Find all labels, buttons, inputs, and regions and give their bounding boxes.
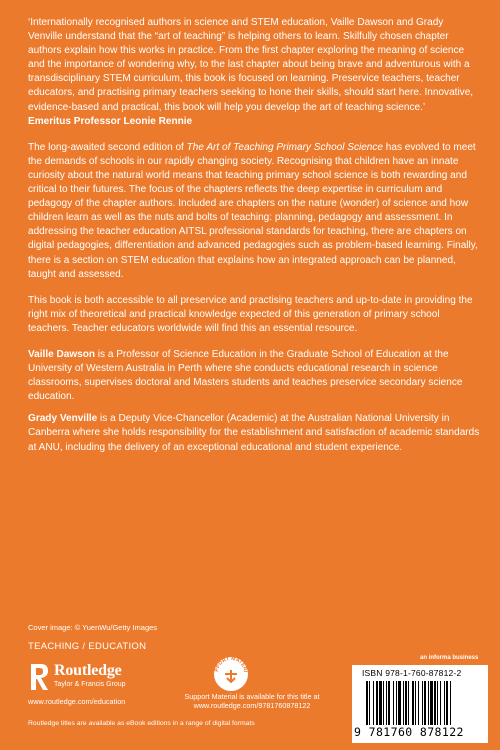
barcode-bar [440,681,441,725]
isbn-text: ISBN 978-1-760-87812-2 [362,668,462,678]
barcode-bar [430,681,433,725]
barcode-bar [444,681,445,725]
barcode-bar [437,681,438,725]
publisher-group: Taylor & Francis Group [54,681,126,688]
author-name: Grady Venville [28,413,98,425]
description-rest: has evolved to meet the demands of schools in our rapidly changing society. Recognising that children have an innate curiosity about the natural world means that teaching primary school science is both rewarding and critical to their futures. The focus of the chapters reflects the deep expertise in curriculum and pedagogy of the chapter authors. Included are chapters on the nature (wonder) of science and how children learn as well as the nuts and bolts of teaching: planning, pedagogy and assessment. In addressing the teacher education AITSL professional standards for teaching, there are chapters on digital pedagogies, differentiation and advanced pedagogies such as problem-based learning. Finally, there is a section on STEM education that explains how an integrated approach can be planned, taught and assessed. [28,141,478,280]
barcode-number: 9 781760 878122 [354,725,464,739]
author-name: Vaille Dawson [28,348,96,360]
routledge-logo [28,662,168,696]
description-paragraph-2: This book is both accessible to all preservice and practising teachers and up-to-date in providing the right mix of theoretical and practical knowledge expected of this generation of primary school teachers. Teacher educators worldwide will find this an essential resource. [28,294,473,334]
barcode-bar [415,681,416,725]
publisher-name: Routledge [54,662,122,679]
cover-image-credit: Cover image: © YuenWu/Getty Images [28,623,158,632]
barcode-bar [379,681,382,725]
barcode-bar [393,681,394,725]
barcode-bar [418,681,419,725]
support-badge-label: PPORT MATERI [214,656,248,673]
barcode-bar [373,681,374,725]
description-paragraph-1 [28,141,480,282]
endorsement-quote: ‘Internationally recognised authors in science and STEM education, Vaille Dawson and Grady Venville understand that the “art of teaching” is helping others to learn. Skilfully chosen chapter authors explain how this works in practice. From the first chapter exploring the meaning of science and the importance of wondering why, to the last chapter about being brave and adventurous with a transdisciplinary STEM curriculum, this book is focused on learning. Preservice teachers, teacher educators, and practising primary teachers seeking to hone their skills, should start here. Innovative, evidence-based and practical, this book will help you develop the art of teaching science.’ [28,17,474,113]
routledge-mark-icon [28,662,50,692]
barcode-bar [428,681,429,725]
barcode-bar [386,681,387,725]
subject-category: TEACHING / EDUCATION [28,641,147,652]
author-bio-2 [28,412,480,454]
barcode-bar [408,681,409,725]
endorsement-attribution: Emeritus Professor Leonie Rennie [28,115,193,127]
barcode-bar [388,681,390,725]
barcode-bar [405,681,407,725]
author-bio-text: is a Deputy Vice-Chancellor (Academic) at the Australian National University in Canberra where she holds responsibility for the establishment and satisfaction of academic standards at ANU, including the delivery of an exceptional educational and student experience. [28,413,480,453]
barcode-bars-icon [366,681,478,725]
description-lead: The long-awaited second edition of [28,141,187,153]
barcode-bar [412,681,414,725]
book-title: The Art of Teaching Primary School Science [186,141,384,153]
barcode-bar [366,681,368,725]
barcode-bar [376,681,378,725]
barcode-bar [424,681,426,725]
barcode-bar [446,681,448,725]
barcode-bar [450,681,451,725]
barcode-bar [398,681,401,725]
informa-tagline: an informa business [420,655,479,661]
barcode-bar [403,681,404,725]
support-material-badge-icon [213,656,249,692]
support-line-1: Support Material is available for this title at [184,692,320,701]
barcode-bar [383,681,384,725]
support-url: www.routledge.com/9781760878122 [193,701,311,711]
support-material-text [172,692,332,710]
barcode-bar [422,681,423,725]
author-bio-1 [28,348,480,404]
author-bio-text: is a Professor of Science Education in the Graduate School of Education at the University of Western Australia in Perth where she conducts educational research in science classrooms, supervises doctoral and Masters students and teaches preservice secondary science education. [28,348,463,403]
barcode-bar [434,681,436,725]
ebook-note: Routledge titles are available as eBook editions in a range of digital formats [28,720,255,727]
publisher-url: www.routledge.com/education [28,697,126,706]
isbn-barcode [352,665,488,743]
back-cover-text [28,16,480,455]
barcode-bar [396,681,397,725]
barcode-bar [369,681,370,725]
